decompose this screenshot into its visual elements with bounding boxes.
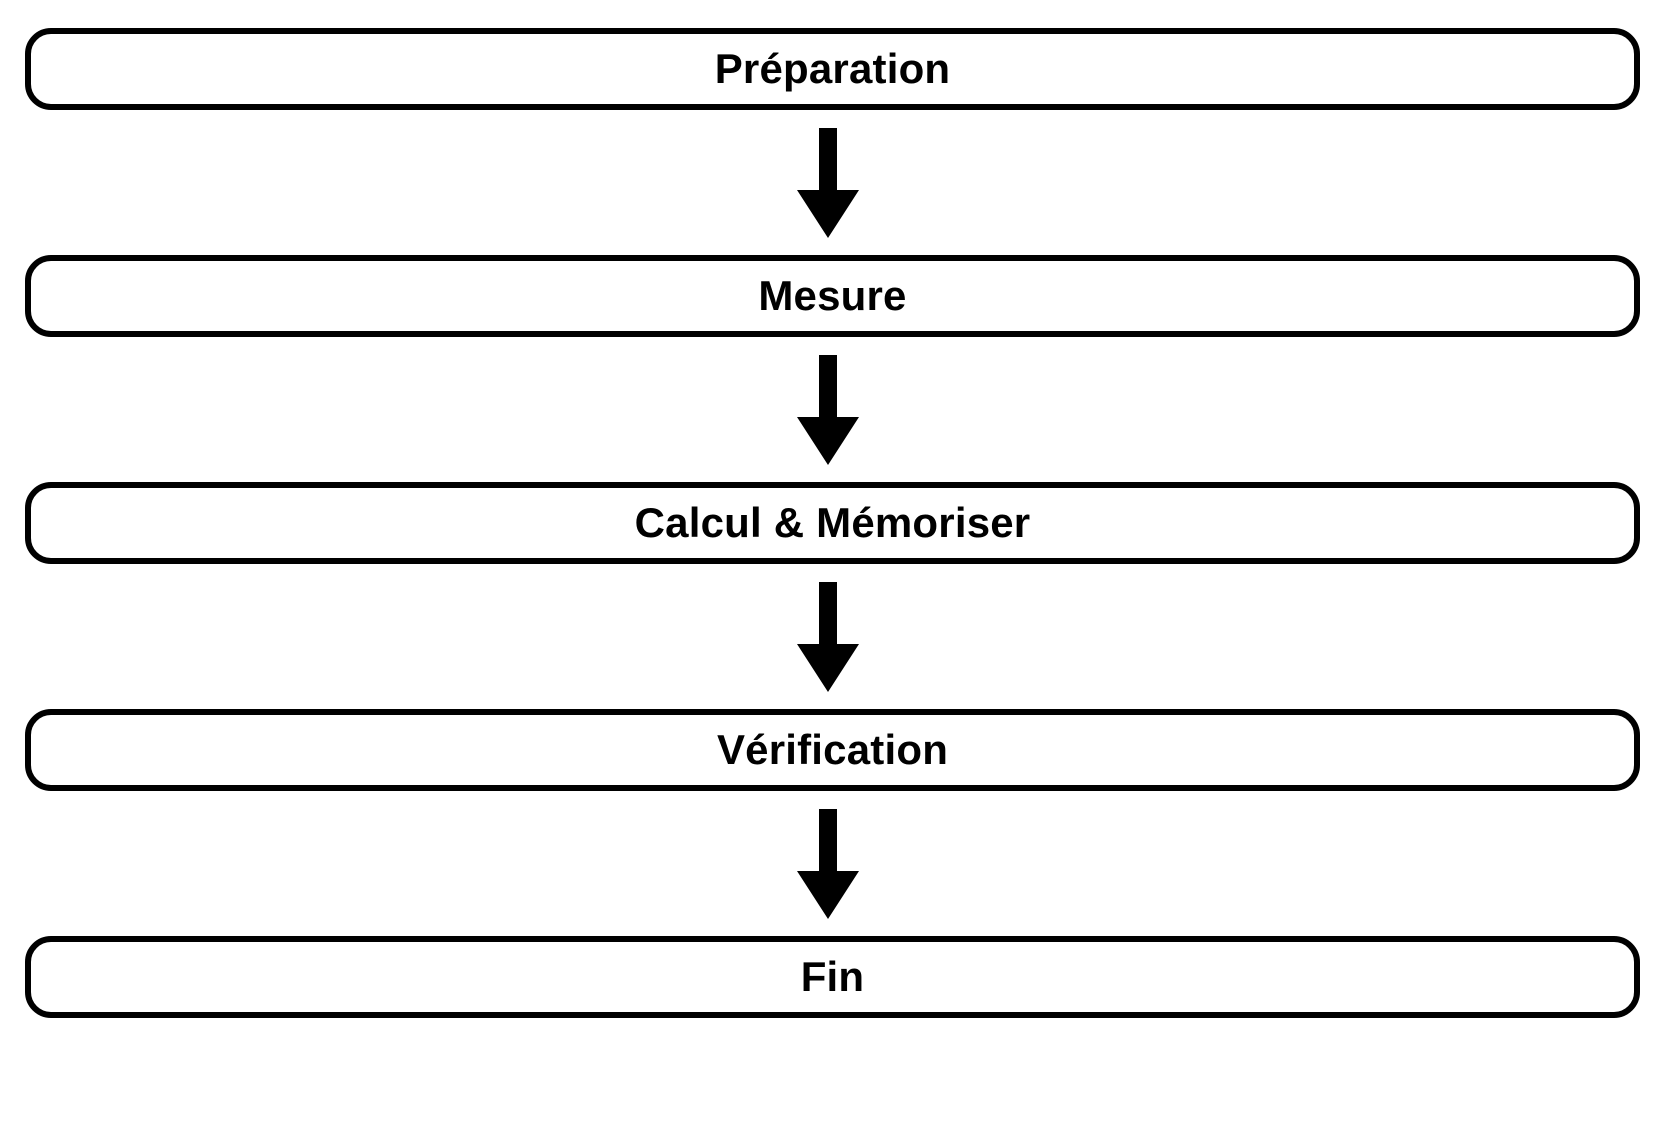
flowchart-node-preparation[interactable] [25, 28, 1640, 110]
arrow-down-icon [797, 128, 859, 238]
node-label: Fin [800, 953, 865, 1000]
arrow-down-icon [797, 809, 859, 919]
flowchart-node-mesure[interactable] [25, 255, 1640, 337]
node-label: Calcul & Mémoriser [634, 499, 1031, 546]
flowchart-node-fin[interactable] [25, 936, 1640, 1018]
node-label: Préparation [714, 45, 951, 92]
node-label: Mesure [758, 272, 907, 319]
flowchart-connector-2 [20, 337, 1635, 482]
flowchart-connector-4 [20, 791, 1635, 936]
flowchart-connector-1 [20, 110, 1635, 255]
flowchart-connector-3 [20, 564, 1635, 709]
flowchart-node-calcul-memoriser[interactable] [25, 482, 1640, 564]
arrow-down-icon [797, 582, 859, 692]
arrow-down-icon [797, 355, 859, 465]
node-label: Vérification [716, 726, 949, 773]
flowchart-node-verification[interactable] [25, 709, 1640, 791]
